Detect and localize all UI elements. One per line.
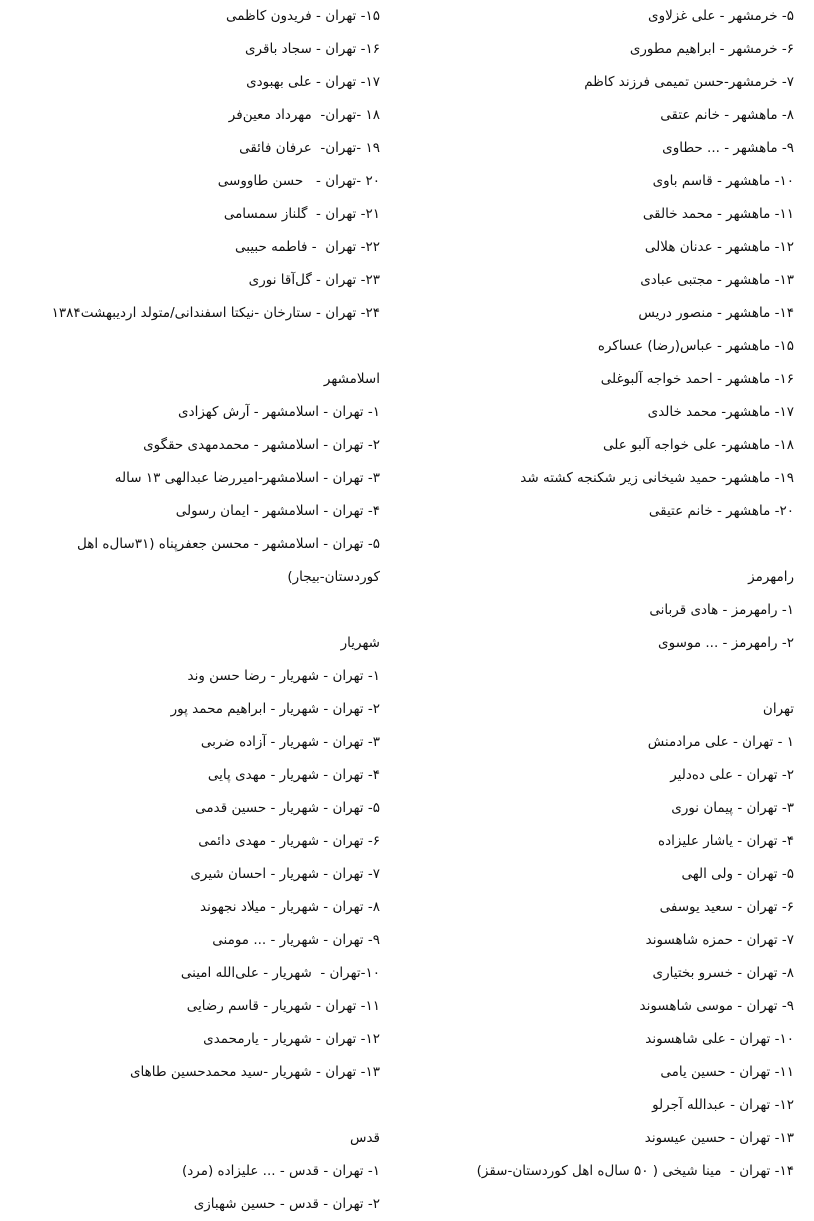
list-item: ۴- تهران - یاشار علیزاده bbox=[658, 833, 794, 849]
list-item: ۱- تهران - قدس - ... علیزاده (مرد) bbox=[181, 1163, 380, 1179]
list-item: ۲۳- تهران - گل‌آقا نوری bbox=[248, 272, 380, 288]
list-item: ۱۹- ماهشهر- حمید شیخانی زیر شکنجه کشته شد bbox=[520, 470, 794, 486]
list-item: ۲۴- تهران - ستارخان -نیکتا اسفندانی/متولد اردیبهشت۱۳۸۴ bbox=[51, 305, 380, 321]
list-item: ۱۶- تهران - سجاد باقری bbox=[244, 41, 380, 57]
list-item: ۱۵- ماهشهر - عباس(رضا) عساکره bbox=[597, 338, 794, 354]
list-item: ۶- تهران - شهریار - مهدی دائمی bbox=[198, 833, 380, 849]
list-item: ۱۰-تهران - شهریار - علی‌الله امینی bbox=[180, 965, 380, 981]
list-item: ۲- تهران - شهریار - ابراهیم محمد پور bbox=[170, 701, 380, 717]
eslamshahr-list bbox=[5, 396, 380, 594]
list-item: ۷- تهران - حمزه شاهسوند bbox=[645, 932, 794, 948]
list-item: ۱۳- تهران - حسین عیسوند bbox=[644, 1130, 794, 1146]
list-item: ۴- تهران - اسلامشهر - ایمان رسولی bbox=[175, 503, 380, 519]
list-item: ۱۵- تهران - فریدون کاظمی bbox=[225, 8, 380, 24]
tehran-list bbox=[419, 726, 794, 1188]
list-item: ۱۲- تهران - عبدالله آجرلو bbox=[652, 1097, 794, 1113]
section-gap bbox=[419, 660, 794, 693]
section-gap bbox=[5, 330, 380, 363]
list-item: ۵- خرمشهر - علی غزلاوی bbox=[648, 8, 794, 24]
list-item-continuation: کوردستان-بیجار) bbox=[287, 569, 380, 585]
list-item: ۱۳- ماهشهر - مجتبی عبادی bbox=[640, 272, 794, 288]
list-item: ۲- رامهرمز - ... موسوی bbox=[658, 635, 794, 651]
list-item: ۱۲- ماهشهر - عدنان هلالی bbox=[644, 239, 794, 255]
list-item: ۲- تهران - اسلامشهر - محمدمهدی حقگوی bbox=[143, 437, 380, 453]
section-heading-shahriar: شهریار bbox=[340, 635, 380, 651]
left-column bbox=[5, 0, 380, 1221]
list-item: ۵- تهران - ولی الهی bbox=[681, 866, 794, 882]
list-item: ۹- تهران - موسی شاهسوند bbox=[639, 998, 794, 1014]
ramhormoz-list bbox=[419, 594, 794, 660]
section-gap bbox=[5, 1089, 380, 1122]
list-item: ۱۱- تهران - حسین یامی bbox=[660, 1064, 794, 1080]
list-item: ۹- ماهشهر - ... حطاوی bbox=[662, 140, 794, 156]
list-item: ۱۳- تهران - شهریار -سید محمدحسین طاهای bbox=[129, 1064, 380, 1080]
list-item: ۲۲- تهران - فاطمه حبیبی bbox=[235, 239, 380, 255]
list-item: ۳- تهران - شهریار - آزاده ضربی bbox=[200, 734, 380, 750]
tehran-continued-list bbox=[5, 0, 380, 330]
section-heading-tehran: تهران bbox=[762, 701, 794, 717]
list-item: ۲- تهران - قدس - حسین شهبازی bbox=[193, 1196, 380, 1212]
list-item: ۳- تهران - اسلامشهر-امیررضا عبدالهی ۱۳ ساله bbox=[114, 470, 380, 486]
list-item: ۹- تهران - شهریار - ... مومنی bbox=[212, 932, 380, 948]
list-item: ۷- خرمشهر-حسن تمیمی فرزند کاظم bbox=[584, 74, 794, 90]
section-heading-eslamshahr: اسلامشهر bbox=[323, 371, 380, 387]
list-item: ۲۰ -تهران - حسن طاووسی bbox=[217, 173, 380, 189]
section-heading-qods: قدس bbox=[349, 1130, 380, 1146]
list-item: ۱۹ -تهران- عرفان فائقی bbox=[239, 140, 380, 156]
list-item: ۱۱- ماهشهر - محمد خالقی bbox=[642, 206, 794, 222]
list-item: ۱۸- ماهشهر- علی خواجه آلبو علی bbox=[602, 437, 794, 453]
list-item: ۱۱- تهران - شهریار - قاسم رضایی bbox=[186, 998, 380, 1014]
list-item: ۱- تهران - اسلامشهر - آرش کهزادی bbox=[178, 404, 380, 420]
list-item: ۸- تهران - شهریار - میلاد نجهوند bbox=[200, 899, 380, 915]
section-heading-ramhormoz: رامهرمز bbox=[748, 569, 794, 585]
list-item: ۲- تهران - علی ده‌دلیر bbox=[670, 767, 794, 783]
list-item: ۱ - تهران - علی مرادمنش bbox=[647, 734, 794, 750]
list-item: ۲۰- ماهشهر - خانم عتیقی bbox=[648, 503, 794, 519]
list-item: ۷- تهران - شهریار - احسان شیری bbox=[190, 866, 380, 882]
list-item: ۵- تهران - شهریار - حسین قدمی bbox=[195, 800, 380, 816]
section-gap bbox=[5, 594, 380, 627]
khorramshahr-list bbox=[419, 0, 794, 99]
section-gap bbox=[419, 528, 794, 561]
qods-list bbox=[5, 1155, 380, 1221]
list-item: ۱۶- ماهشهر - احمد خواجه آلبوغلی bbox=[600, 371, 794, 387]
list-item: ۱- رامهرمز - هادی قربانی bbox=[649, 602, 794, 618]
list-item: ۴- تهران - شهریار - مهدی پایی bbox=[207, 767, 380, 783]
list-item: ۱۷- تهران - علی بهبودی bbox=[246, 74, 380, 90]
right-column bbox=[419, 0, 794, 1188]
list-item: ۱۴- تهران - مینا شیخی ( ۵۰ سال‌ه اهل کوردستان-سقز) bbox=[476, 1163, 794, 1179]
list-item: ۸- تهران - خسرو بختیاری bbox=[652, 965, 794, 981]
list-item: ۲۱- تهران - گلناز سمسامی bbox=[223, 206, 380, 222]
list-item: ۳- تهران - پیمان نوری bbox=[671, 800, 794, 816]
list-item: ۵- تهران - اسلامشهر - محسن جعفرپناه (۳۱سال‌ه اهل bbox=[77, 536, 380, 552]
list-item: ۱۰- ماهشهر - قاسم باوی bbox=[652, 173, 794, 189]
list-item: ۱۴- ماهشهر - منصور دریس bbox=[638, 305, 794, 321]
list-item: ۸- ماهشهر - خانم عتقی bbox=[660, 107, 794, 123]
list-item: ۱۸ -تهران- مهرداد معین‌فر bbox=[228, 107, 380, 123]
list-item: ۶- خرمشهر - ابراهیم مطوری bbox=[629, 41, 794, 57]
shahriar-list bbox=[5, 660, 380, 1089]
list-item: ۶- تهران - سعید یوسفی bbox=[659, 899, 794, 915]
list-item: ۱۰- تهران - علی شاهسوند bbox=[645, 1031, 794, 1047]
list-item: ۱- تهران - شهریار - رضا حسن وند bbox=[187, 668, 380, 684]
list-item: ۱۷- ماهشهر- محمد خالدی bbox=[647, 404, 794, 420]
mahshahr-list bbox=[419, 99, 794, 528]
list-item: ۱۲- تهران - شهریار - یارمحمدی bbox=[203, 1031, 380, 1047]
